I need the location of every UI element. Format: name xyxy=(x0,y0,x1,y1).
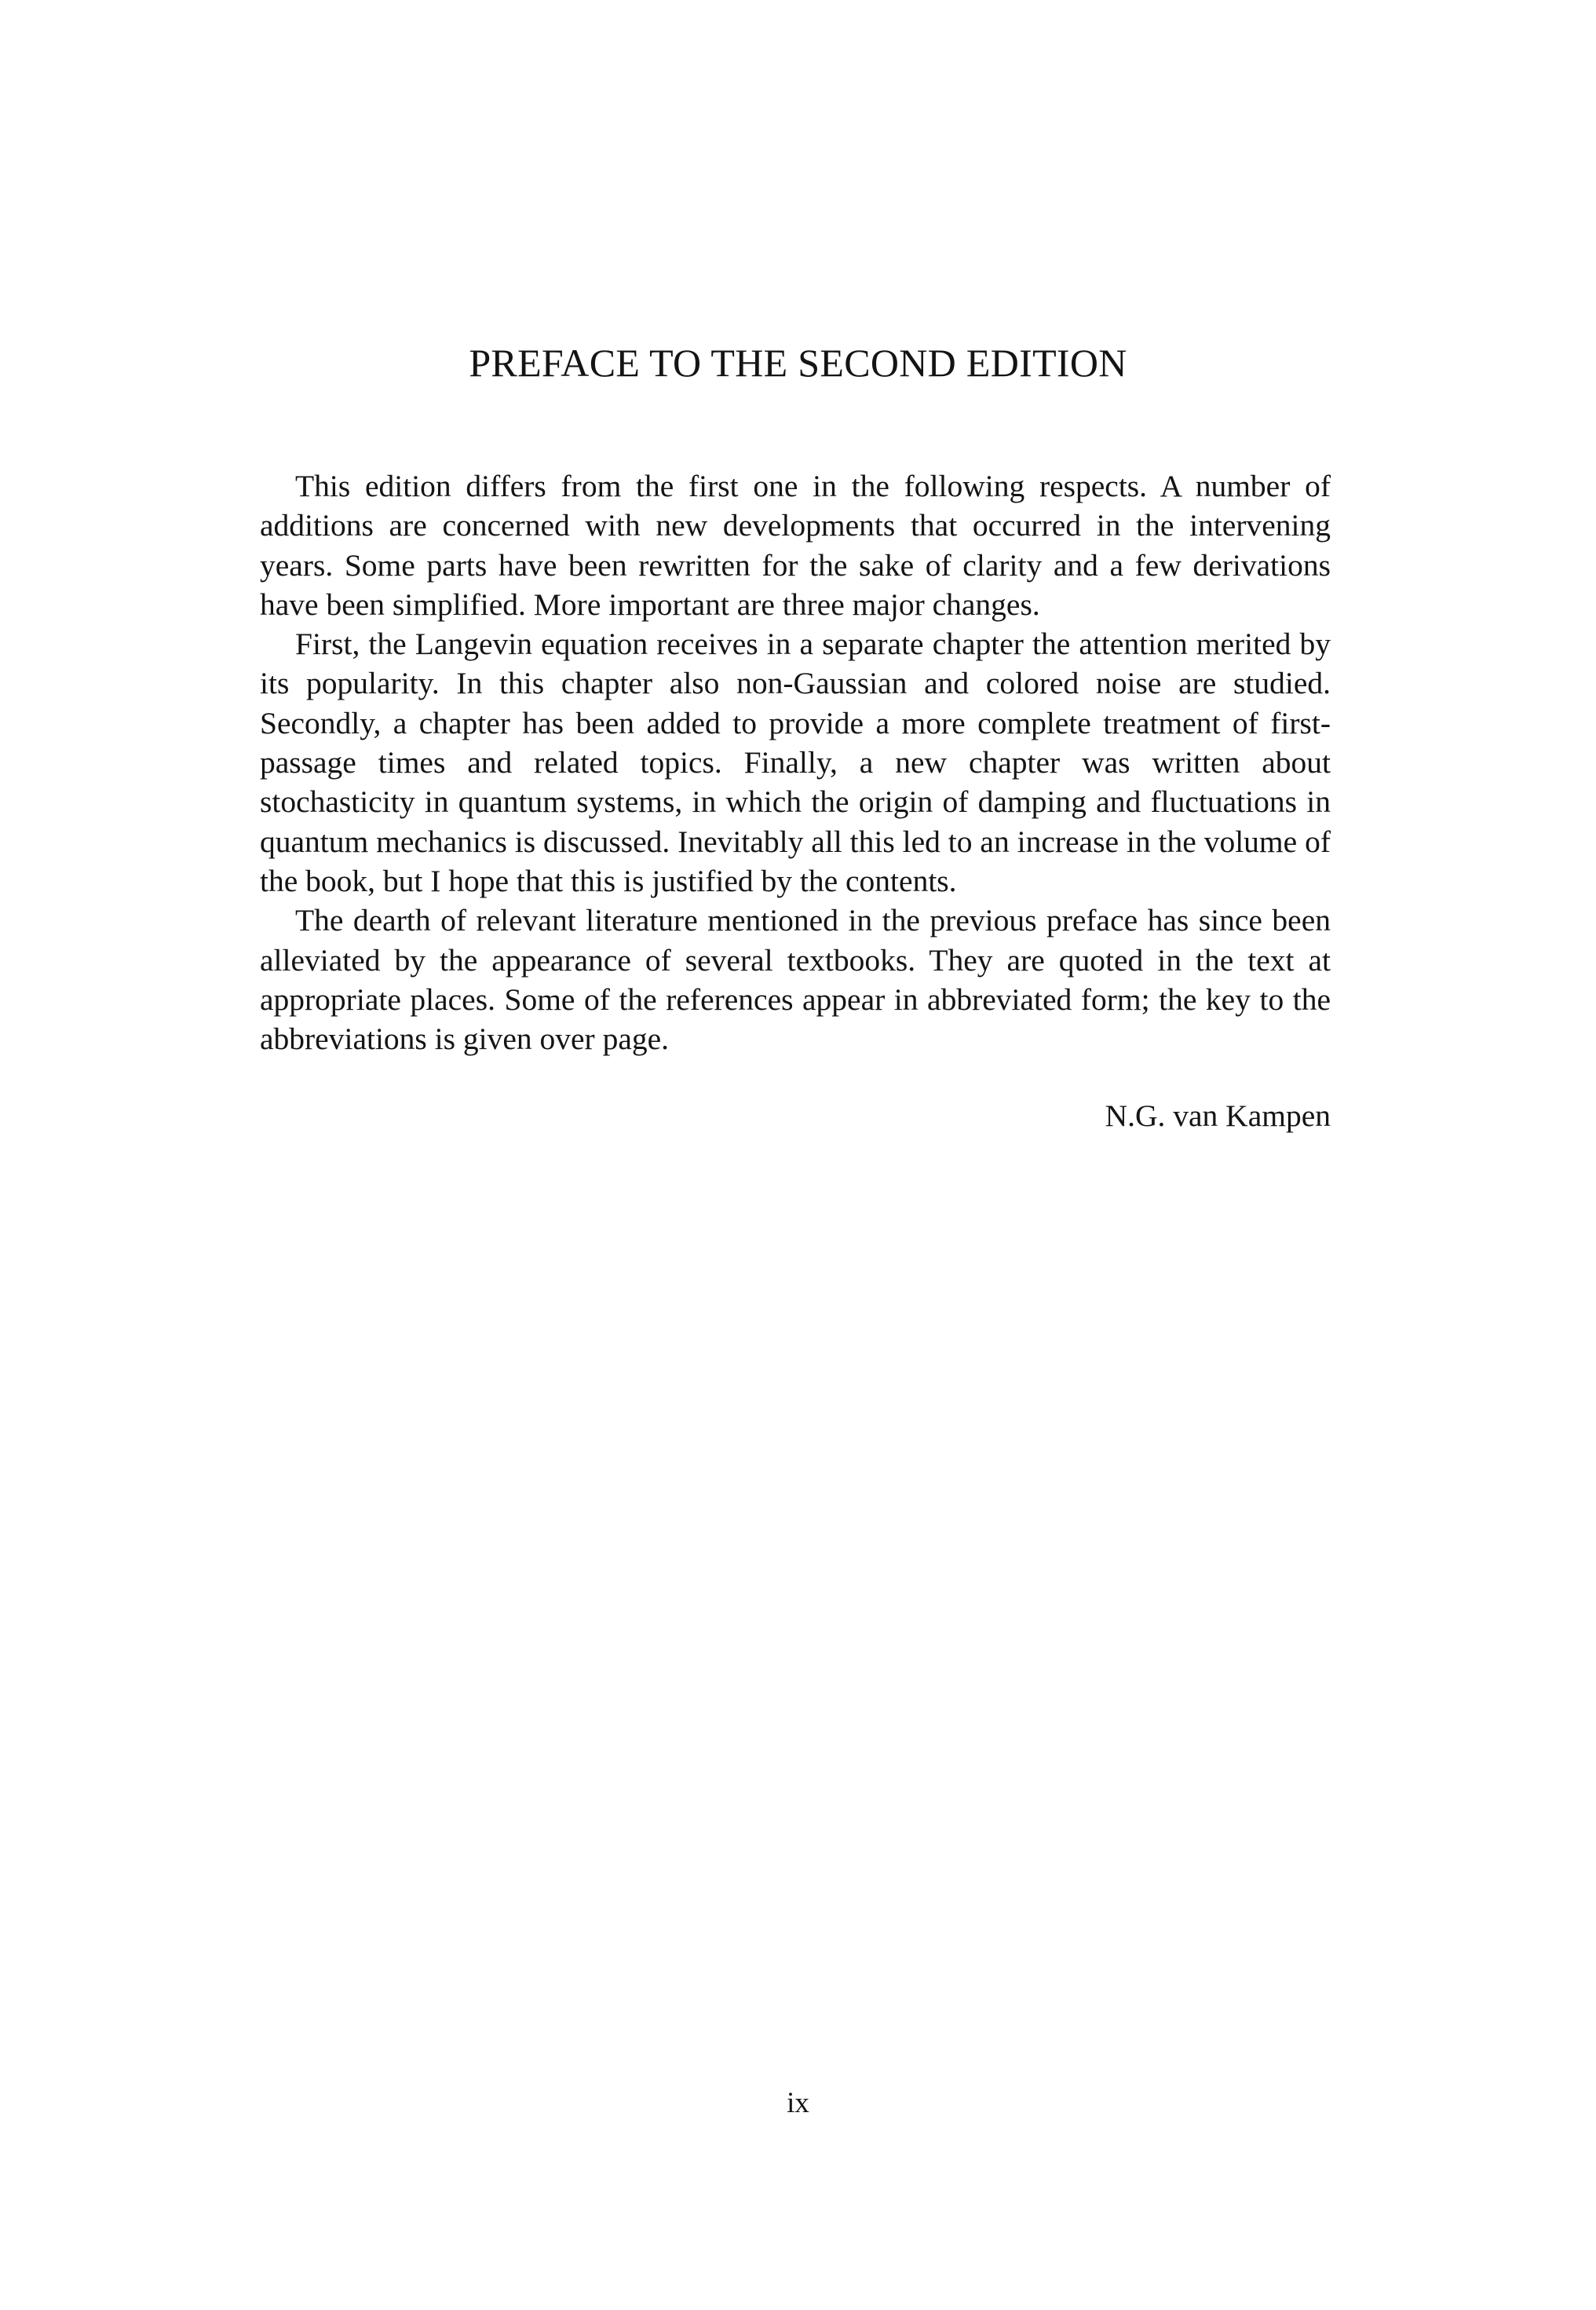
paragraph-1: This edition differs from the first one in the following respects. A number of additions are concerned with new developments that occurred in the intervening years. Some parts have been rewritten for the sake of clarity and a few derivations have been simplified. More important are three major changes. xyxy=(260,469,1331,622)
paragraph-2: First, the Langevin equation receives in a separate chapter the attention merited by its popularity. In this chapter also non-Gaussian and colored noise are studied. Secondly, a chapter has been added to provide a more complete treatment of first-passage times and related topics. Finally, a new chapter was written about stochasticity in quantum systems, in which the origin of damping and fluctuations in quantum mechanics is discussed. Inevitably all this led to an increase in the volume of the book, but I hope that this is justified by the contents. xyxy=(260,627,1331,898)
preface-body xyxy=(260,466,1331,1058)
paragraph-3: The dearth of relevant literature mentioned in the previous preface has since been alleviated by the appearance of several textbooks. They are quoted in the text at appropriate places. Some of the references appear in abbreviated form; the key to the abbreviations is given over page. xyxy=(260,903,1331,1057)
page-number: ix xyxy=(787,2087,809,2119)
author-signature: N.G. van Kampen xyxy=(1105,1098,1331,1133)
page-title: PREFACE TO THE SECOND EDITION xyxy=(469,341,1127,385)
